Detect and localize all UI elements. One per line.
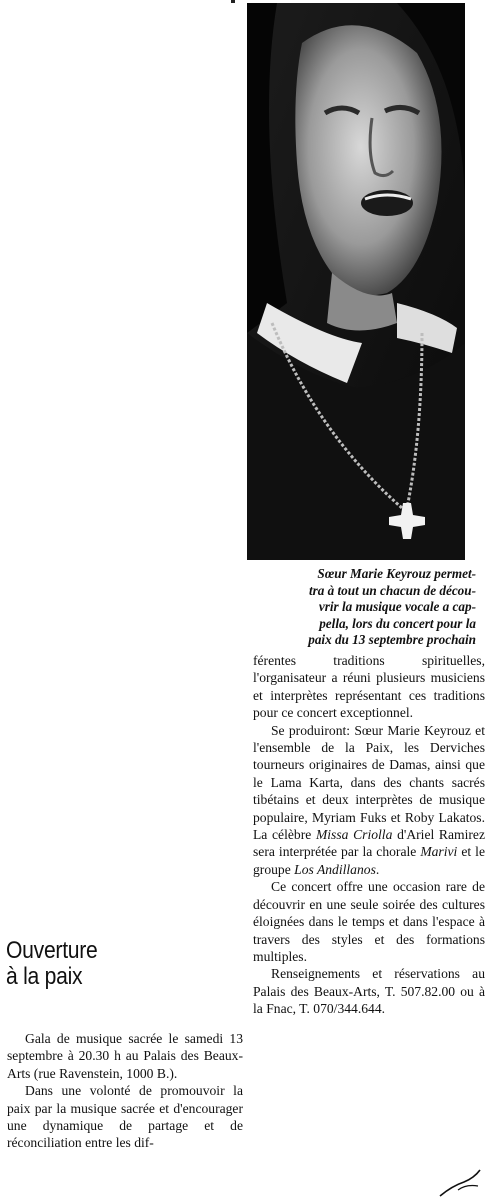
article-text: . bbox=[375, 861, 380, 877]
top-column-rule bbox=[231, 0, 235, 3]
photo-caption bbox=[252, 566, 476, 649]
photo bbox=[247, 3, 465, 560]
work-title: Missa Criolla bbox=[315, 827, 393, 843]
caption-line: vrir la musique vocale a cap- bbox=[318, 599, 476, 615]
article-paragraph: Dans une volonté de promouvoir la paix par la musique sacrée et d'encourager une dynamique de partage et de réconciliation entre les dif- bbox=[7, 1083, 243, 1151]
article-text: Se produiront: Sœur Marie Keyrouz et l'ensemble de la Paix, les Derviches tourneurs originaires de Damas, ainsi que le Lama Karta, dans des chants sacrés tibétains et deux interprètes de musique populaire, Myriam Fuks et Roby Lakatos. La célèbre bbox=[253, 722, 485, 843]
caption-line: Sœur Marie Keyrouz permet- bbox=[317, 566, 476, 581]
article-paragraph: férentes traditions spirituelles, l'organisateur a réuni plusieurs musiciens et interprètes représentant ces traditions pour ce concert exceptionnel. bbox=[253, 653, 485, 721]
signature-icon bbox=[438, 1168, 482, 1198]
portrait-photo-icon bbox=[247, 3, 465, 560]
article-paragraph: Ce concert offre une occasion rare de découvrir en une seule soirée des cultures éloignées dans le temps et dans l'espace à travers des styles et des formations multiples. bbox=[253, 879, 485, 964]
article-left-column bbox=[7, 1030, 243, 1152]
article-text: et le groupe bbox=[253, 844, 485, 877]
article-paragraph: Gala de musique sacrée le samedi 13 septembre à 20.30 h au Palais des Beaux-Arts (rue Ravenstein, 1000 B.). bbox=[7, 1031, 243, 1081]
article-right-column bbox=[253, 652, 485, 1018]
article-paragraph bbox=[253, 722, 485, 879]
article-headline bbox=[6, 938, 217, 990]
article-text: d'Ariel Ramirez sera interprétée par la chorale bbox=[253, 827, 485, 860]
group-name: Los Andillanos bbox=[294, 861, 376, 877]
headline-line: Ouverture bbox=[6, 937, 98, 964]
caption-line: pella, lors du concert pour la bbox=[319, 615, 476, 631]
caption-line: paix du 13 septembre prochain bbox=[308, 632, 476, 648]
choir-name: Marivi bbox=[420, 844, 458, 860]
caption-line: tra à tout un chacun de décou- bbox=[308, 582, 476, 598]
article-paragraph: Renseignements et réservations au Palais des Beaux-Arts, T. 507.82.00 ou à la Fnac, T. 070/344.644. bbox=[253, 966, 485, 1017]
headline-line: à la paix bbox=[6, 963, 83, 990]
